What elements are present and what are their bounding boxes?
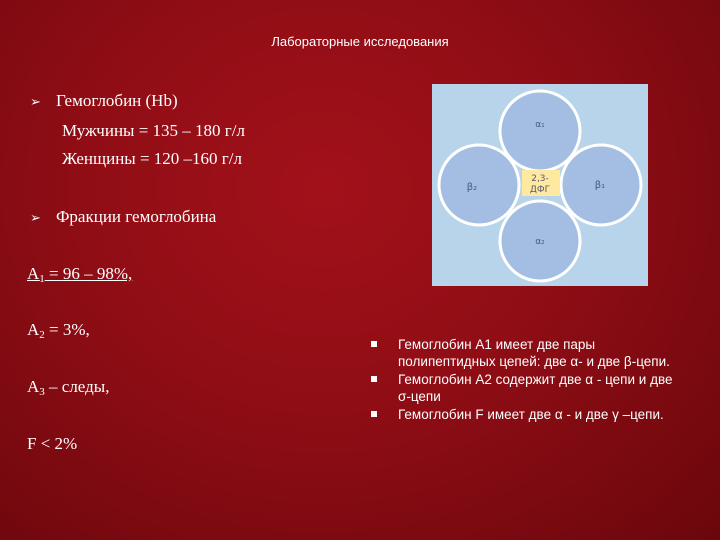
fraction-a2 <box>27 318 90 342</box>
square-bullet-icon <box>371 411 377 417</box>
bullet-fractions <box>30 205 216 231</box>
arrow-bullet-icon: ➢ <box>30 211 41 226</box>
fraction-a2-sub: 2 <box>39 329 45 341</box>
square-bullet-icon <box>371 376 377 382</box>
chain-description-list <box>368 336 678 424</box>
square-bullet-icon <box>371 341 377 347</box>
list-item <box>368 336 678 370</box>
fraction-a3-name: A <box>27 377 40 396</box>
hemoglobin-diagram-svg <box>432 84 648 286</box>
fraction-a1 <box>27 262 132 286</box>
alpha1-label: α₁ <box>535 120 545 130</box>
fraction-a3 <box>27 375 109 399</box>
fraction-a1-sub: 1 <box>39 273 45 285</box>
beta2-label: β₂ <box>466 182 478 193</box>
list-item-text: Гемоглобин F имеет две α - и две γ –цепи. <box>398 407 664 422</box>
alpha2-label: α₂ <box>535 237 545 247</box>
fraction-a1-name: A <box>27 264 40 283</box>
women-range: Женщины = 120 –160 г/л <box>62 149 242 168</box>
fraction-f-value: < 2% <box>36 434 78 453</box>
fraction-f <box>27 432 77 456</box>
fraction-a3-value: – следы, <box>44 377 110 396</box>
fraction-a2-value: = 3%, <box>44 320 90 339</box>
beta1-label: β₁ <box>594 180 606 191</box>
bullet-fractions-text: Фракции гемоглобина <box>56 207 217 226</box>
alpha1-subunit <box>500 91 580 171</box>
bullet-hemoglobin-text: Гемоглобин (Hb) <box>56 91 178 110</box>
dpg-label-line2: ДФГ <box>529 185 551 195</box>
arrow-bullet-icon: ➢ <box>30 95 41 110</box>
list-item <box>368 406 678 423</box>
fraction-a1-value: = 96 – 98%, <box>44 264 133 283</box>
fraction-f-name: F <box>27 434 37 453</box>
men-range: Мужчины = 135 – 180 г/л <box>62 121 245 140</box>
bullet-hemoglobin <box>30 89 178 115</box>
hemoglobin-diagram <box>432 84 648 286</box>
fraction-a3-sub: 3 <box>39 386 45 398</box>
list-item-text: Гемоглобин А2 содержит две α - цепи и две σ-цепи <box>398 372 673 404</box>
list-item <box>368 371 678 405</box>
beta2-subunit <box>439 145 519 225</box>
slide-title: Лабораторные исследования <box>271 34 449 49</box>
dpg-label-line1: 2,3- <box>531 174 549 184</box>
list-item-text: Гемоглобин А1 имеет две пары полипептидных цепей: две α- и две β-цепи. <box>398 337 670 369</box>
fraction-a2-name: A <box>27 320 40 339</box>
